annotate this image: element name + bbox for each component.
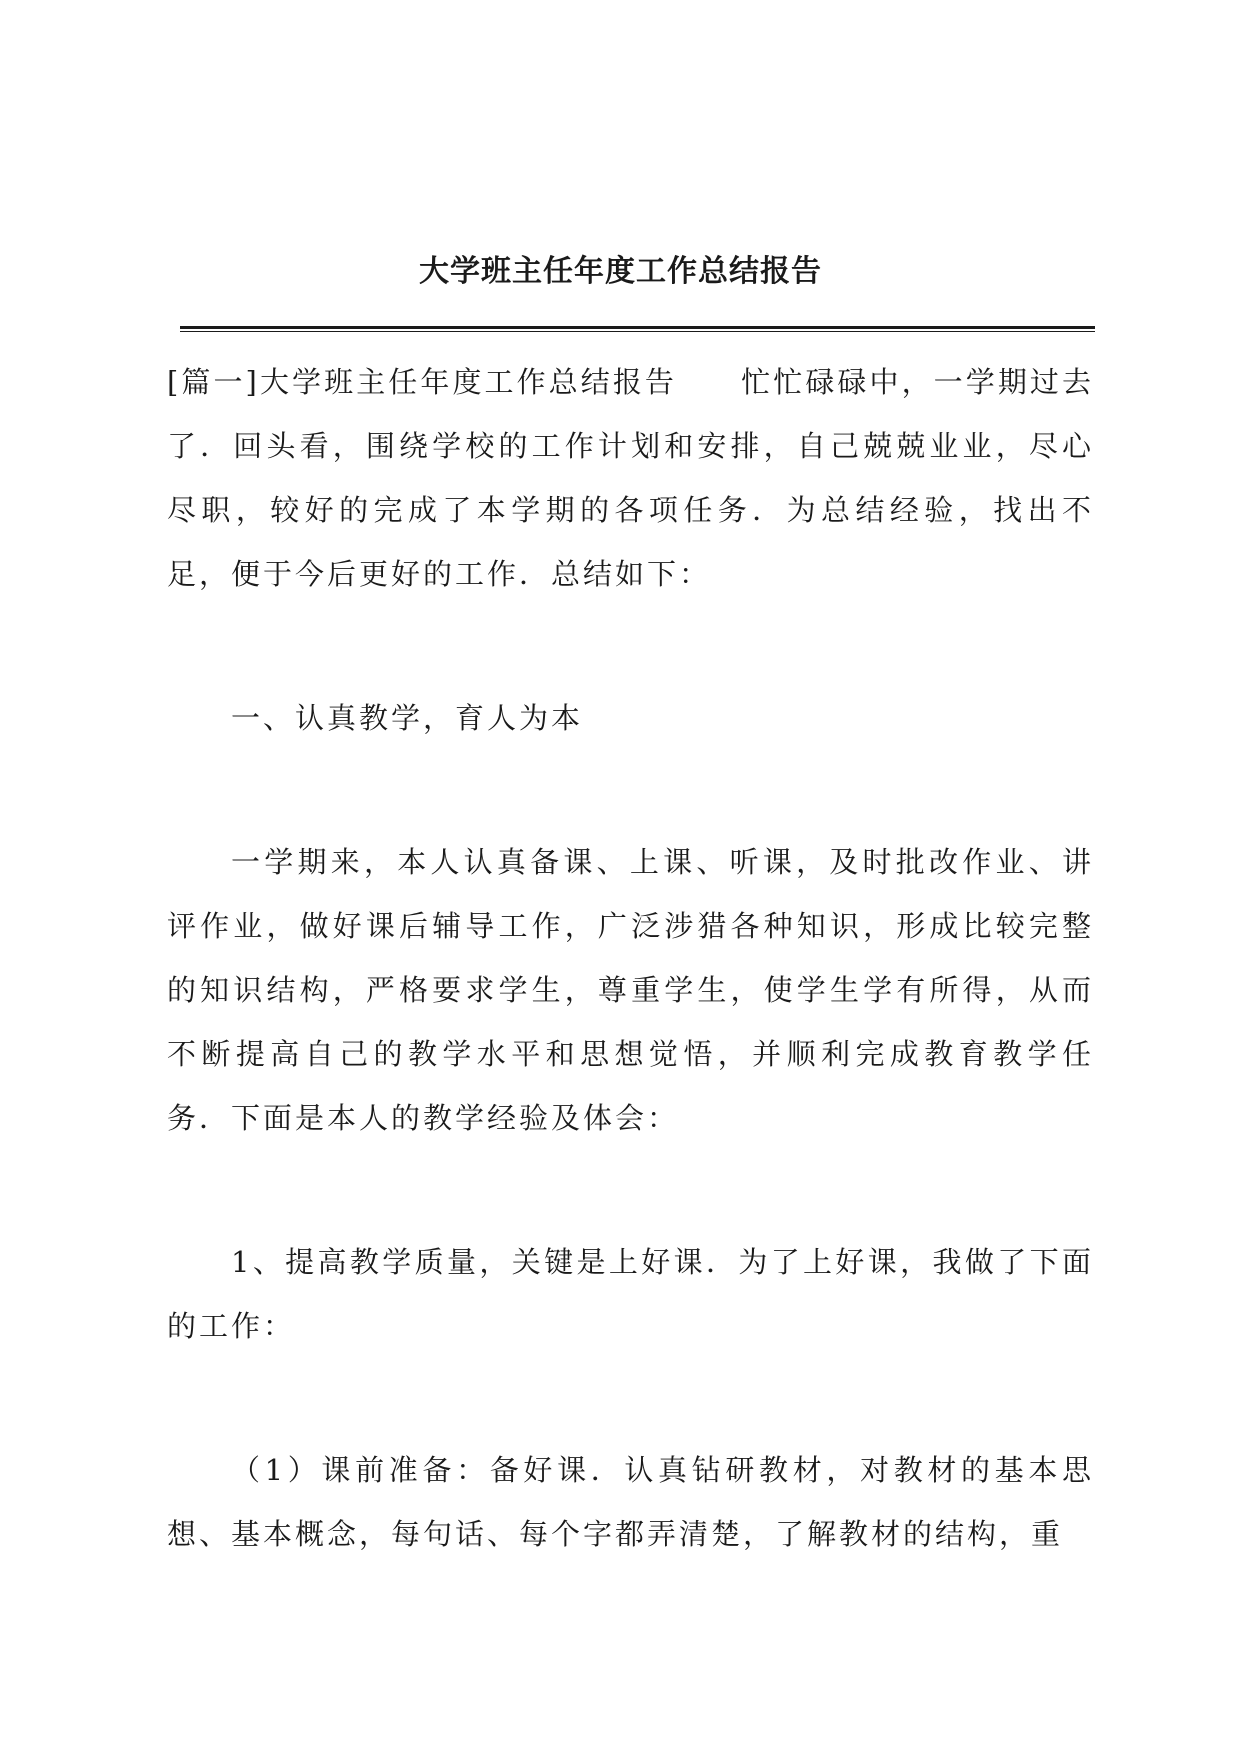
numbered-item: 1、提高教学质量，关键是上好课．为了上好课，我做了下面的工作： (167, 1245, 1094, 1343)
title-rule-thick-line (180, 326, 1095, 329)
intro-paragraph: [篇一]大学班主任年度工作总结报告 忙忙碌碌中，一学期过去了．回头看，围绕学校的工作计划和安排，自己兢兢业业，尽心尽职，较好的完成了本学期的各项任务．为总结经验，找出不足，便于今后更好的工作．总结如下： (167, 365, 1094, 591)
title-double-rule (180, 326, 1095, 333)
body-paragraph: 一学期来，本人认真备课、上课、听课，及时批改作业、讲评作业，做好课后辅导工作，广泛涉猎各种知识，形成比较完整的知识结构，严格要求学生，尊重学生，使学生学有所得，从而不断提高自己的教学水平和思想觉悟，并顺利完成教育教学任务．下面是本人的教学经验及体会： (167, 845, 1094, 1135)
sub-item-paragraph: （1）课前准备：备好课．认真钻研教材，对教材的基本思想、基本概念，每句话、每个字都弄清楚，了解教材的结构，重 (167, 1453, 1094, 1551)
page-title: 大学班主任年度工作总结报告 (419, 254, 822, 289)
document-body (167, 350, 1094, 1566)
section-heading: 一、认真教学，育人为本 (231, 701, 584, 735)
title-rule-thin-line (180, 331, 1095, 332)
